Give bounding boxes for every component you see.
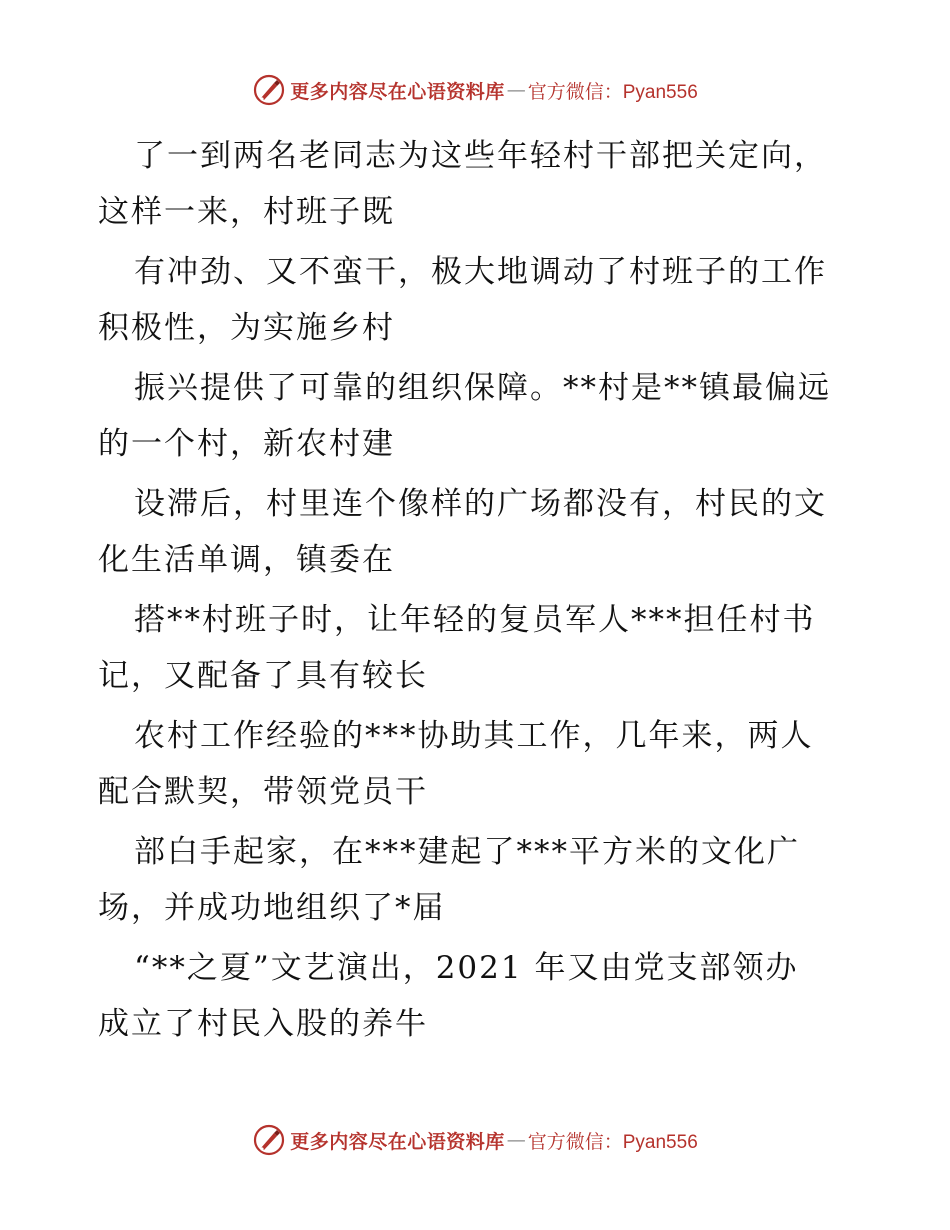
text-line: 成立了村民入股的养牛 (98, 1006, 428, 1042)
footer-banner (0, 1120, 950, 1160)
text-line: 振兴提供了可靠的组织保障。**村是**镇最偏远 (134, 370, 831, 406)
text-line: “**之夏”文艺演出，2021 年又由党支部领办 (134, 950, 799, 986)
text-line: 有冲劲、又不蛮干，极大地调动了村班子的工作 (134, 254, 827, 290)
text-line: 设滞后，村里连个像样的广场都没有，村民的文 (134, 486, 827, 522)
banner-contact: 官方微信：Pyan556 (527, 1131, 698, 1153)
text-line: 这样一来，村班子既 (98, 194, 395, 230)
text-line: 的一个村，新农村建 (98, 426, 395, 462)
text-line: 部白手起家，在***建起了***平方米的文化广 (134, 834, 800, 870)
pen-logo-icon (252, 1123, 286, 1157)
text-line: 农村工作经验的***协助其工作，几年来，两人 (134, 718, 814, 754)
header-banner (0, 70, 950, 110)
text-line: 记，又配备了具有较长 (98, 658, 428, 694)
text-line: 了一到两名老同志为这些年轻村干部把关定向， (134, 138, 827, 174)
banner-title: 更多内容尽在心语资料库 (290, 1130, 505, 1153)
banner-separator: — (506, 1129, 526, 1151)
banner-separator: — (506, 79, 526, 101)
banner-contact: 官方微信：Pyan556 (527, 81, 698, 103)
text-line: 化生活单调，镇委在 (98, 542, 395, 578)
text-line: 配合默契，带领党员干 (98, 774, 428, 810)
banner-title: 更多内容尽在心语资料库 (290, 80, 505, 103)
text-line: 场，并成功地组织了*届 (98, 890, 446, 926)
text-line: 积极性，为实施乡村 (98, 310, 395, 346)
text-line: 搭**村班子时，让年轻的复员军人***担任村书 (134, 602, 816, 638)
pen-logo-icon (252, 73, 286, 107)
